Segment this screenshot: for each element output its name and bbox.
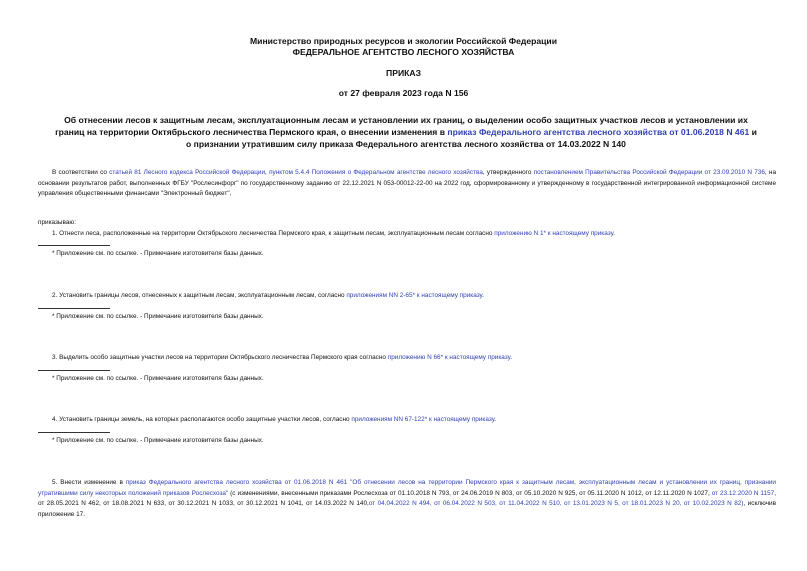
item-4: [38, 415, 776, 426]
item-3-link[interactable]: приложению N 66* к настоящему приказу: [387, 354, 511, 361]
title-text-2: и о признании утратившим силу приказа Федерального агентства лесного хозяйства от 14.03.2022 N 140: [186, 127, 757, 149]
orders-word: приказываю:: [38, 219, 76, 226]
ministry-name: Министерство природных ресурсов и экологии Российской Федерации: [250, 36, 557, 46]
forest-code-link[interactable]: статьей 81 Лесного кодекса Российской Федерации: [109, 169, 266, 176]
footnote: * Приложение см. по ссылке. - Примечание изготовителя базы данных.: [52, 375, 264, 382]
item-5-order-link[interactable]: приказ Федерального агентства лесного хозяйства от 01.06.2018 N 461 "Об отнесении лесов на территории Пермского края к защитным лесам, эксплуатационным лесам и установлении их границ, признании утратившими силу некоторых положений приказов Рослесхоза": [38, 479, 776, 497]
footnote-divider: [38, 432, 110, 433]
government-decree-link[interactable]: постановлением Правительства Российской Федерации от 23.09.2010 N 736: [533, 169, 765, 176]
item-5-text-1: 5. Внести изменение в: [52, 479, 126, 486]
item-1: [38, 229, 776, 240]
item-5-text-4: , исключив приложение 17.: [38, 500, 776, 518]
title-text-1: Об отнесении лесов к защитным лесам, эксплуатационным лесам и установлении их границ, о выделении особо защитных участков лесов и установлении их границ на территории Октябрьского лесничества Пермского края, о внесении изменения в: [55, 115, 748, 137]
preamble-text-4: , на основании результатов работ, выполненных ФГБУ "Рослесинфорг" по государственному заданию от 22.12.2021 N 053-00012-22-00 на 2022 год, сформированному и утвержденному в государственной интегрированной информационной системе управления общественными финансами "Электронный бюджет",: [38, 169, 777, 197]
item-1-text: 1. Отнести леса, расположенные на территории Октябрьского лесничества Пермского края, к защитным лесам, эксплуатационным лесам согласно: [52, 230, 495, 237]
footnote-divider: [38, 245, 110, 246]
item-2-text: 2. Установить границы лесов, отнесенных к защитным лесам, эксплуатационным лесам, согласно: [52, 292, 347, 299]
preamble-text-3: , утвержденного: [482, 169, 534, 176]
item-2-tail: .: [482, 292, 484, 299]
preamble-text-2: ,: [265, 169, 270, 176]
item-5-text-2: (с изменениями, внесенными приказами Рослесхоза от 01.10.2018 N 793, от 24.06.2019 N 803, от 05.10.2020 N 925, от 05.11.2020 N 1012, от 12.11.2020 N 1027,: [228, 489, 712, 497]
footnote-divider: [38, 370, 110, 371]
item-5-amendments-link[interactable]: от 04.04.2022 N 494, от 06.04.2022 N 503, от 11.04.2022 N 510, от 13.01.2023 N 5, от 18.01.2023 N 20, от 10.02.2023 N 82): [368, 500, 744, 507]
item-3: [38, 353, 776, 364]
title-order-link[interactable]: приказ Федерального агентства лесного хозяйства от 01.06.2018 N 461: [447, 127, 750, 137]
document-title: [52, 114, 760, 150]
document-type: ПРИКАЗ: [386, 68, 421, 78]
item-5: [38, 478, 776, 520]
item-2-link[interactable]: приложениям NN 2-65* к настоящему приказу: [346, 292, 483, 299]
item-3-text: 3. Выделить особо защитные участки лесов на территории Октябрьского лесничества Пермского края согласно: [52, 354, 388, 361]
item-5-amendment-link[interactable]: от 23.12.2020 N 1157: [711, 489, 775, 497]
agency-name: ФЕДЕРАЛЬНОЕ АГЕНТСТВО ЛЕСНОГО ХОЗЯЙСТВА: [292, 47, 515, 57]
footnote: * Приложение см. по ссылке. - Примечание изготовителя базы данных.: [52, 313, 264, 320]
preamble-text-1: В соответствии со: [52, 169, 110, 176]
item-4-link[interactable]: приложениям NN 67-122* к настоящему приказу: [351, 416, 495, 423]
footnote: * Приложение см. по ссылке. - Примечание изготовителя базы данных.: [52, 250, 264, 257]
item-4-tail: .: [494, 416, 497, 423]
item-1-link[interactable]: приложению N 1* к настоящему приказу: [494, 230, 614, 237]
item-2: [38, 291, 776, 302]
agency-regulation-link[interactable]: пунктом 5.4.4 Положения о Федеральном агентстве лесного хозяйства: [269, 169, 483, 176]
item-5-text-3: , от 28.05.2021 N 462, от 18.08.2021 N 633, от 30.12.2021 N 1033, от 30.12.2021 N 1041, от 14.03.2022 N 140,: [38, 489, 776, 507]
item-3-tail: .: [510, 354, 512, 361]
item-1-tail: .: [613, 230, 615, 237]
footnote: * Приложение см. по ссылке. - Примечание изготовителя базы данных.: [52, 437, 264, 444]
item-4-text: 4. Установить границы земель, на которых располагаются особо защитные участки лесов, согласно: [52, 416, 352, 423]
footnote-divider: [38, 308, 110, 309]
document-date: от 27 февраля 2023 года N 156: [338, 88, 469, 98]
preamble-paragraph: [38, 168, 776, 200]
